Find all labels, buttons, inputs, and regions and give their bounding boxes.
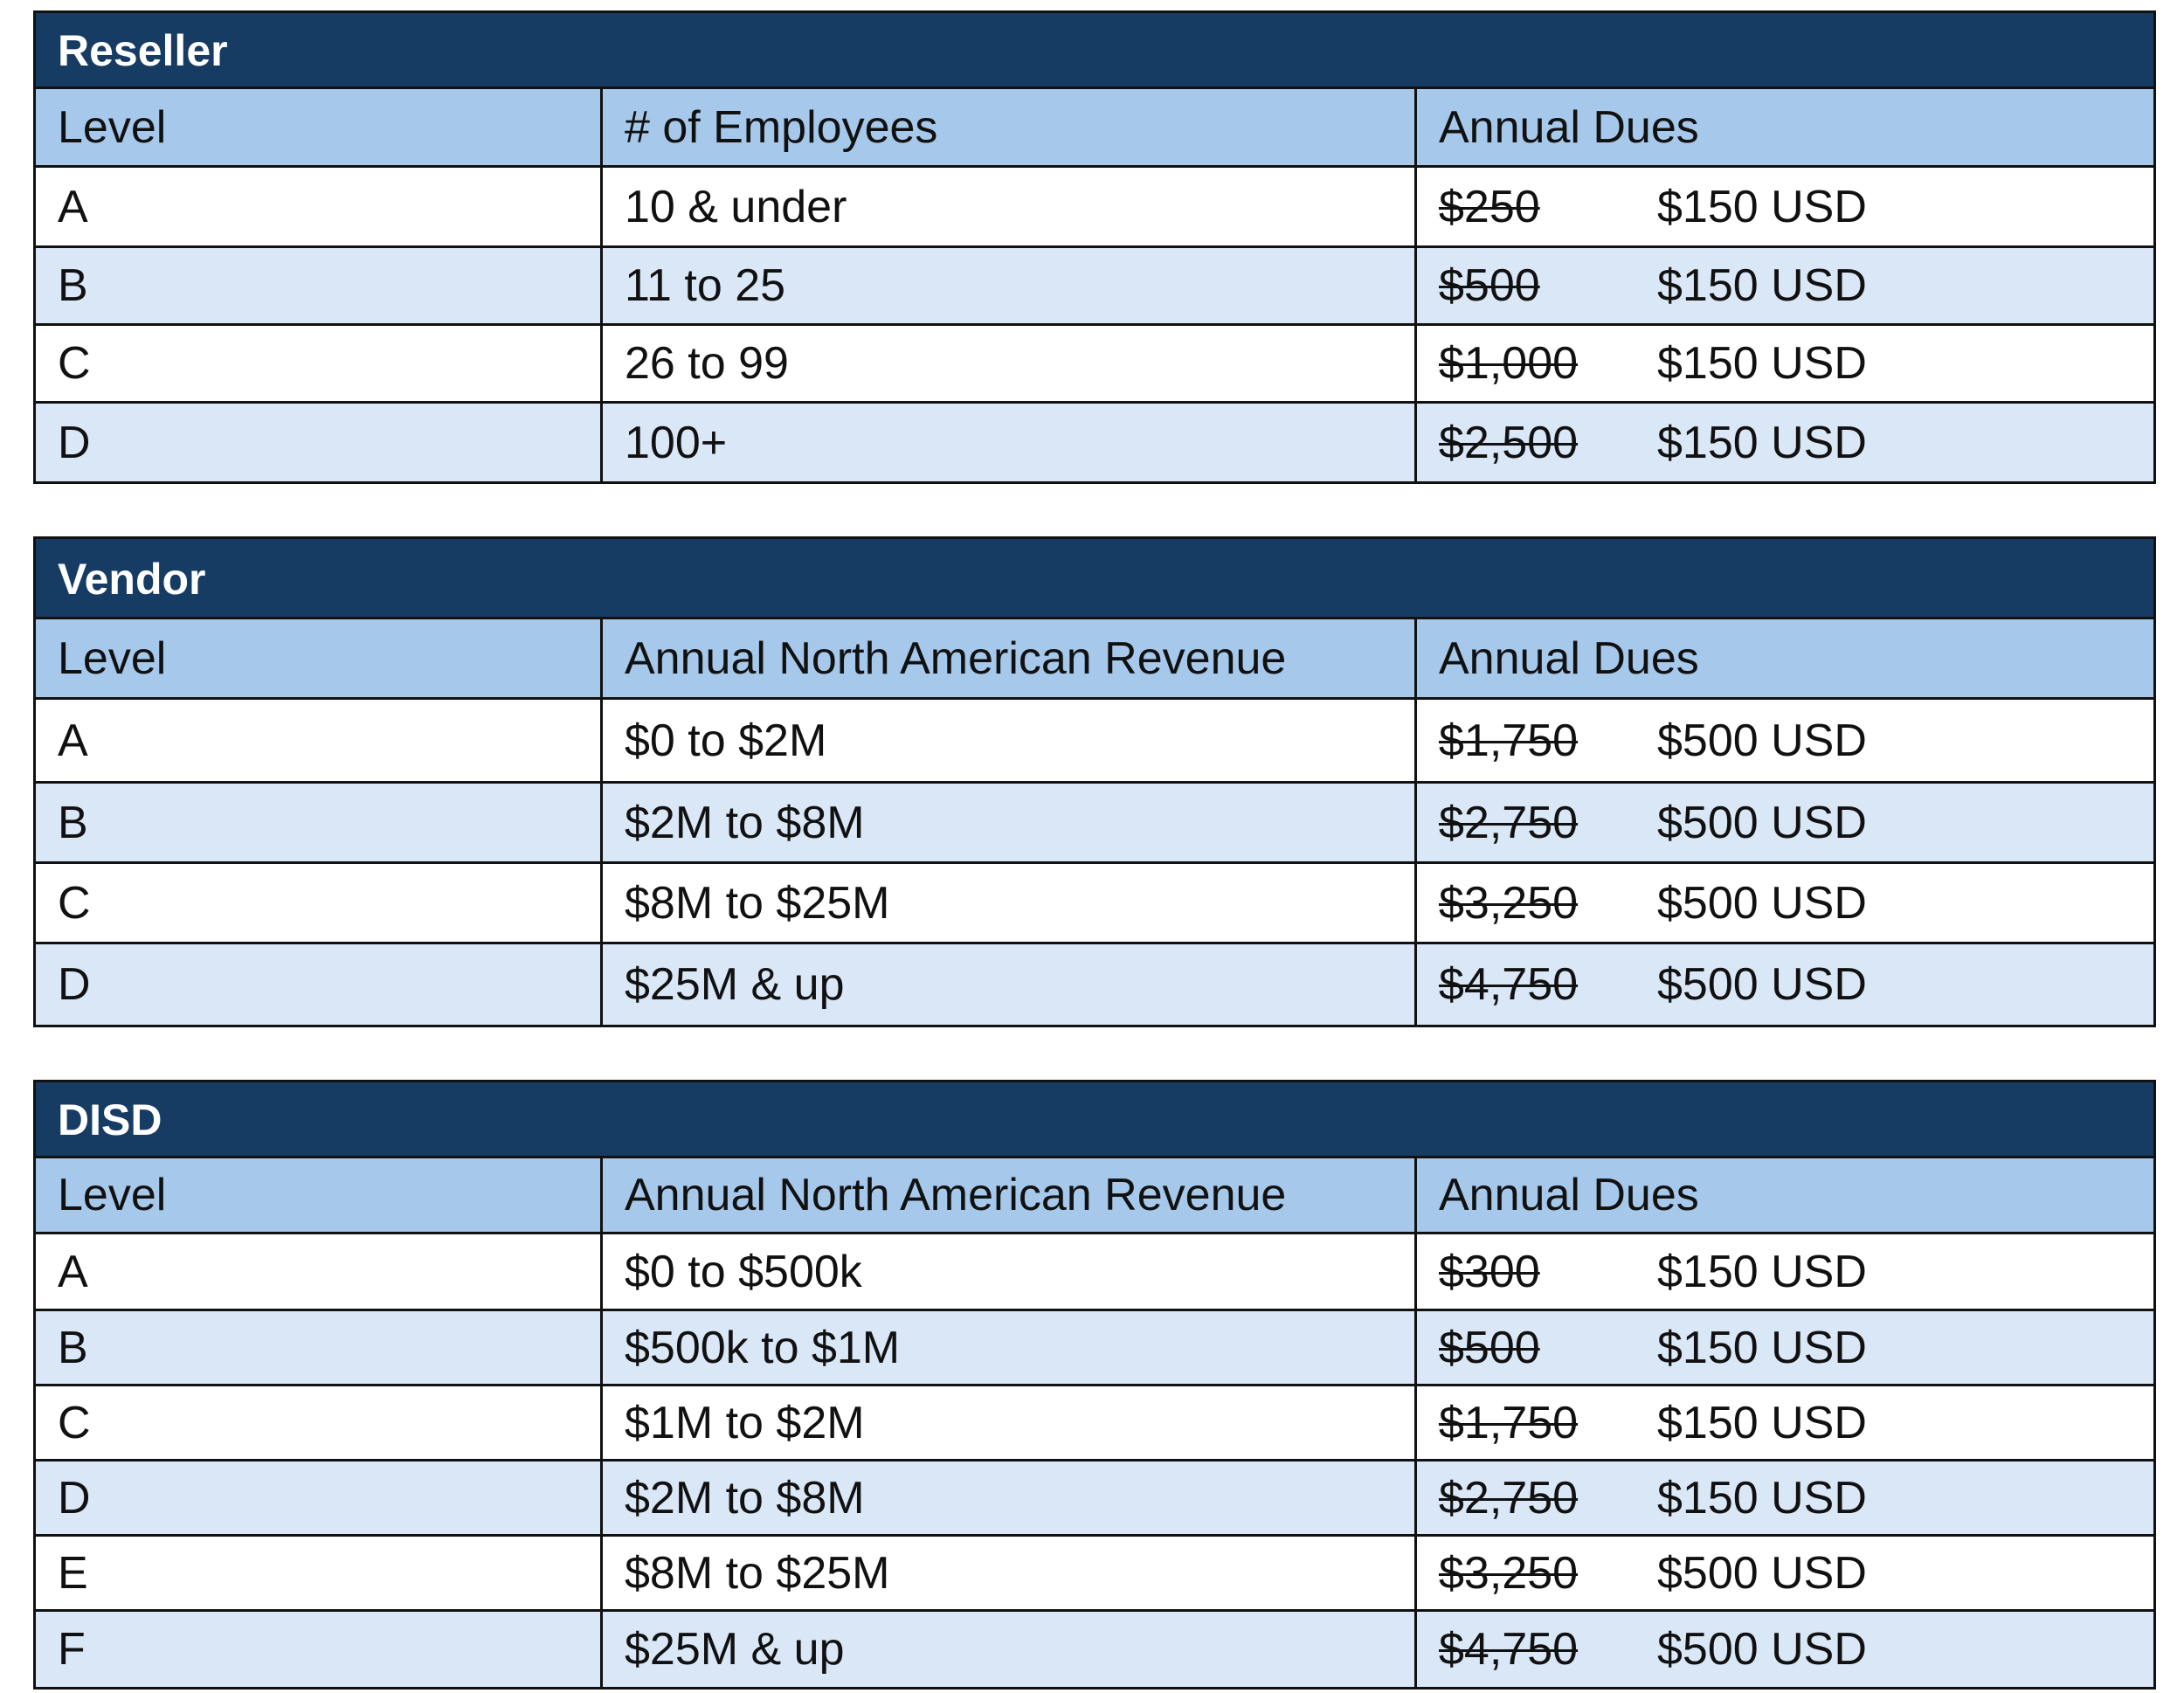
range-cell: 10 & under <box>603 168 1417 245</box>
table-row <box>36 864 2153 944</box>
dues-cell <box>1417 700 2153 781</box>
range-cell: 100+ <box>603 404 1417 481</box>
old-price: $3,250 <box>1439 877 1579 929</box>
new-price: $150 USD <box>1657 1397 1867 1448</box>
dues-cell <box>1417 1462 2153 1534</box>
new-price: $500 USD <box>1657 1547 1867 1599</box>
column-header-dues: Annual Dues <box>1439 101 1699 153</box>
table-title: Vendor <box>36 539 2153 619</box>
old-price: $3,250 <box>1439 1547 1579 1599</box>
old-price: $500 <box>1439 260 1540 311</box>
range-cell: $0 to $2M <box>603 700 1417 781</box>
new-price: $150 USD <box>1657 1472 1867 1524</box>
column-header-range: # of Employees <box>603 89 1417 165</box>
new-price: $150 USD <box>1657 181 1867 232</box>
level-cell: A <box>36 700 603 781</box>
range-cell: 26 to 99 <box>603 326 1417 401</box>
new-price: $500 USD <box>1657 959 1867 1010</box>
dues-cell <box>1417 1612 2153 1687</box>
column-header-dues: Annual Dues <box>1439 632 1699 684</box>
old-price: $2,750 <box>1439 797 1579 848</box>
range-cell: $0 to $500k <box>603 1234 1417 1309</box>
table-row <box>36 1311 2153 1386</box>
range-cell: 11 to 25 <box>603 248 1417 323</box>
new-price: $150 USD <box>1657 1322 1867 1373</box>
old-price: $4,750 <box>1439 1624 1579 1675</box>
reseller-table <box>33 10 2156 484</box>
dues-cell <box>1417 248 2153 323</box>
table-row <box>36 1386 2153 1462</box>
table-row <box>36 326 2153 404</box>
range-cell: $25M & up <box>603 944 1417 1025</box>
old-price: $2,500 <box>1439 417 1579 468</box>
old-price: $250 <box>1439 181 1540 232</box>
table-row <box>36 168 2153 248</box>
column-header-level: Level <box>36 1158 603 1232</box>
new-price: $150 USD <box>1657 338 1867 389</box>
dues-cell <box>1417 168 2153 245</box>
range-cell: $2M to $8M <box>603 1462 1417 1534</box>
column-header-range: Annual North American Revenue <box>603 1158 1417 1232</box>
level-cell: E <box>36 1537 603 1609</box>
level-cell: C <box>36 864 603 942</box>
table-row <box>36 1537 2153 1612</box>
range-cell: $8M to $25M <box>603 864 1417 942</box>
table-title: Reseller <box>36 13 2153 89</box>
dues-cell <box>1417 1537 2153 1609</box>
new-price: $150 USD <box>1657 260 1867 311</box>
old-price: $500 <box>1439 1322 1540 1373</box>
old-price: $1,000 <box>1439 338 1579 389</box>
column-header-level: Level <box>36 89 603 165</box>
range-cell: $1M to $2M <box>603 1386 1417 1459</box>
level-cell: C <box>36 326 603 401</box>
new-price: $150 USD <box>1657 417 1867 468</box>
range-cell: $2M to $8M <box>603 784 1417 861</box>
level-cell: B <box>36 248 603 323</box>
level-cell: C <box>36 1386 603 1459</box>
new-price: $500 USD <box>1657 715 1867 766</box>
table-row <box>36 404 2153 481</box>
old-price: $1,750 <box>1439 1397 1579 1448</box>
dues-cell <box>1417 864 2153 942</box>
dues-cell <box>1417 1311 2153 1384</box>
level-cell: D <box>36 944 603 1025</box>
table-row <box>36 700 2153 784</box>
level-cell: A <box>36 1234 603 1309</box>
table-row <box>36 1612 2153 1687</box>
dues-cell <box>1417 1386 2153 1459</box>
level-cell: D <box>36 404 603 481</box>
table-title: DISD <box>36 1082 2153 1158</box>
table-row <box>36 944 2153 1025</box>
range-cell: $8M to $25M <box>603 1537 1417 1609</box>
column-header-level: Level <box>36 619 603 697</box>
column-header-row <box>36 1158 2153 1234</box>
new-price: $500 USD <box>1657 797 1867 848</box>
range-cell: $25M & up <box>603 1612 1417 1687</box>
new-price: $500 USD <box>1657 1624 1867 1675</box>
old-price: $300 <box>1439 1246 1540 1297</box>
table-row <box>36 1462 2153 1537</box>
table-row <box>36 1234 2153 1311</box>
column-header-dues: Annual Dues <box>1439 1170 1699 1220</box>
table-row <box>36 784 2153 864</box>
level-cell: D <box>36 1462 603 1534</box>
column-header-row <box>36 619 2153 700</box>
level-cell: A <box>36 168 603 245</box>
range-cell: $500k to $1M <box>603 1311 1417 1384</box>
old-price: $4,750 <box>1439 959 1579 1010</box>
vendor-table <box>33 536 2156 1027</box>
level-cell: F <box>36 1612 603 1687</box>
table-row <box>36 248 2153 326</box>
column-header-row <box>36 89 2153 168</box>
old-price: $1,750 <box>1439 715 1579 766</box>
dues-cell <box>1417 944 2153 1025</box>
dues-cell <box>1417 1234 2153 1309</box>
disd-table <box>33 1080 2156 1690</box>
new-price: $150 USD <box>1657 1246 1867 1297</box>
dues-cell <box>1417 784 2153 861</box>
column-header-range: Annual North American Revenue <box>603 619 1417 697</box>
level-cell: B <box>36 784 603 861</box>
level-cell: B <box>36 1311 603 1384</box>
new-price: $500 USD <box>1657 877 1867 929</box>
dues-cell <box>1417 326 2153 401</box>
old-price: $2,750 <box>1439 1472 1579 1524</box>
dues-cell <box>1417 404 2153 481</box>
